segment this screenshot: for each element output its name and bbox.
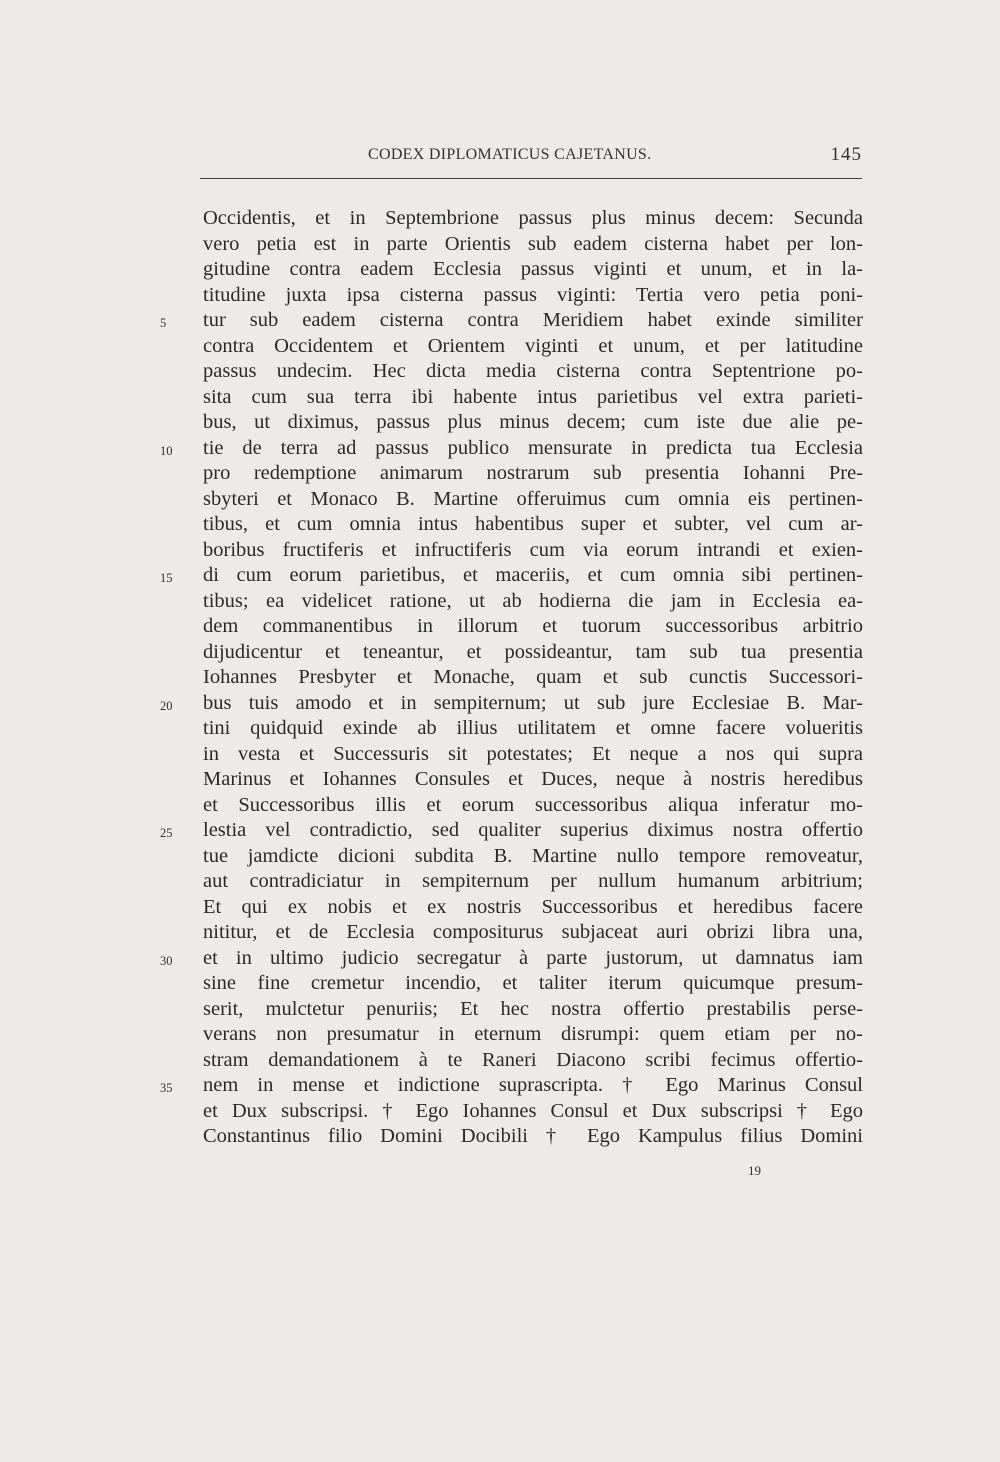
text-line: bus tuis amodo et in sempiternum; ut sub jure Ecclesiae B. Mar-	[203, 691, 863, 714]
header-rule	[200, 178, 862, 179]
text-line: serit, mulctetur penuriis; Et hec nostra offertio prestabilis perse-	[203, 997, 863, 1020]
text-line: boribus fructiferis et infructiferis cum via eorum intrandi et exien-	[203, 538, 863, 561]
line-number: 15	[160, 571, 173, 585]
text-line: contra Occidentem et Orientem viginti et unum, et per latitudine	[203, 334, 863, 357]
text-line: tue jamdicte dicioni subdita B. Martine nullo tempore removeatur,	[203, 844, 863, 867]
line-number: 35	[160, 1081, 173, 1095]
text-line: passus undecim. Hec dicta media cisterna contra Septentrione po-	[203, 360, 863, 382]
text-line: Constantinus filio Domini Docibili † Ego Kampulus filius Domini	[203, 1125, 863, 1147]
text-line: tibus, et cum omnia intus habentibus super et subter, vel cum ar-	[203, 513, 863, 535]
line-number: 20	[160, 698, 173, 713]
text-line: et in ultimo judicio secregatur à parte justorum, ut damnatus iam	[203, 946, 863, 969]
text-line: tie de terra ad passus publico mensurate in predicta tua Ecclesia	[203, 436, 863, 459]
text-line: bus, ut diximus, passus plus minus decem; cum iste due alie pe-	[203, 411, 863, 433]
text-line: dem commanentibus in illorum et tuorum successoribus arbitrio	[203, 615, 863, 637]
text-line: in vesta et Successuris sit potestates; Et neque a nos qui supra	[203, 742, 863, 765]
text-line: nititur, et de Ecclesia compositurus subjaceat auri obrizi libra una,	[203, 921, 863, 943]
text-line: verans non presumatur in eternum disrumpi: quem etiam per no-	[203, 1023, 863, 1045]
text-line: nem in mense et indictione suprascripta. † Ego Marinus Consul	[203, 1074, 863, 1096]
text-line: Iohannes Presbyter et Monache, quam et sub cunctis Successori-	[203, 666, 863, 688]
text-line: sita cum sua terra ibi habente intus parietibus vel extra parieti-	[203, 385, 863, 408]
text-line: sine fine cremetur incendio, et taliter iterum quicumque presum-	[203, 972, 863, 994]
text-line: dijudicentur et teneantur, et possideantur, tam sub tua presentia	[203, 640, 863, 663]
text-line: tibus; ea videlicet ratione, ut ab hodierna die jam in Ecclesia ea-	[203, 589, 863, 612]
running-title: CODEX DIPLOMATICUS CAJETANUS.	[368, 146, 652, 163]
line-number: 25	[160, 826, 173, 840]
text-line: aut contradiciatur in sempiternum per nullum humanum arbitrium;	[203, 870, 863, 892]
text-line: Marinus et Iohannes Consules et Duces, neque à nostris heredibus	[203, 768, 863, 790]
text-line: Occidentis, et in Septembrione passus plus minus decem: Secunda	[203, 207, 863, 229]
text-line: Et qui ex nobis et ex nostris Successoribus et heredibus facere	[203, 895, 863, 918]
text-line: pro redemptione animarum nostrarum sub presentia Iohanni Pre-	[203, 462, 863, 484]
line-number: 5	[160, 316, 167, 330]
line-number: 30	[160, 953, 173, 968]
running-head	[200, 146, 862, 168]
text-line: tini quidquid exinde ab illius utilitatem et omne facere volueritis	[203, 717, 863, 739]
line-number: 10	[160, 443, 173, 458]
text-line: sbyteri et Monaco B. Martine offeruimus cum omnia eis pertinen-	[203, 487, 863, 510]
body-text	[203, 206, 863, 1150]
signature-mark: 19	[748, 1163, 761, 1178]
text-line: vero petia est in parte Orientis sub eadem cisterna habet per lon-	[203, 232, 863, 255]
text-line: tur sub eadem cisterna contra Meridiem habet exinde similiter	[203, 309, 863, 331]
text-line: di cum eorum parietibus, et maceriis, et cum omnia sibi pertinen-	[203, 564, 863, 586]
text-line: stram demandationem à te Raneri Diacono scribi fecimus offertio-	[203, 1048, 863, 1071]
page-number: 145	[830, 144, 862, 165]
text-line: gitudine contra eadem Ecclesia passus viginti et unum, et in la-	[203, 258, 863, 280]
text-line: titudine juxta ipsa cisterna passus viginti: Tertia vero petia poni-	[203, 283, 863, 306]
text-line: et Dux subscripsi. † Ego Iohannes Consul et Dux subscripsi † Ego	[203, 1099, 863, 1122]
text-line: lestia vel contradictio, sed qualiter superius diximus nostra offertio	[203, 819, 863, 841]
text-line: et Successoribus illis et eorum successoribus aliqua inferatur mo-	[203, 793, 863, 816]
